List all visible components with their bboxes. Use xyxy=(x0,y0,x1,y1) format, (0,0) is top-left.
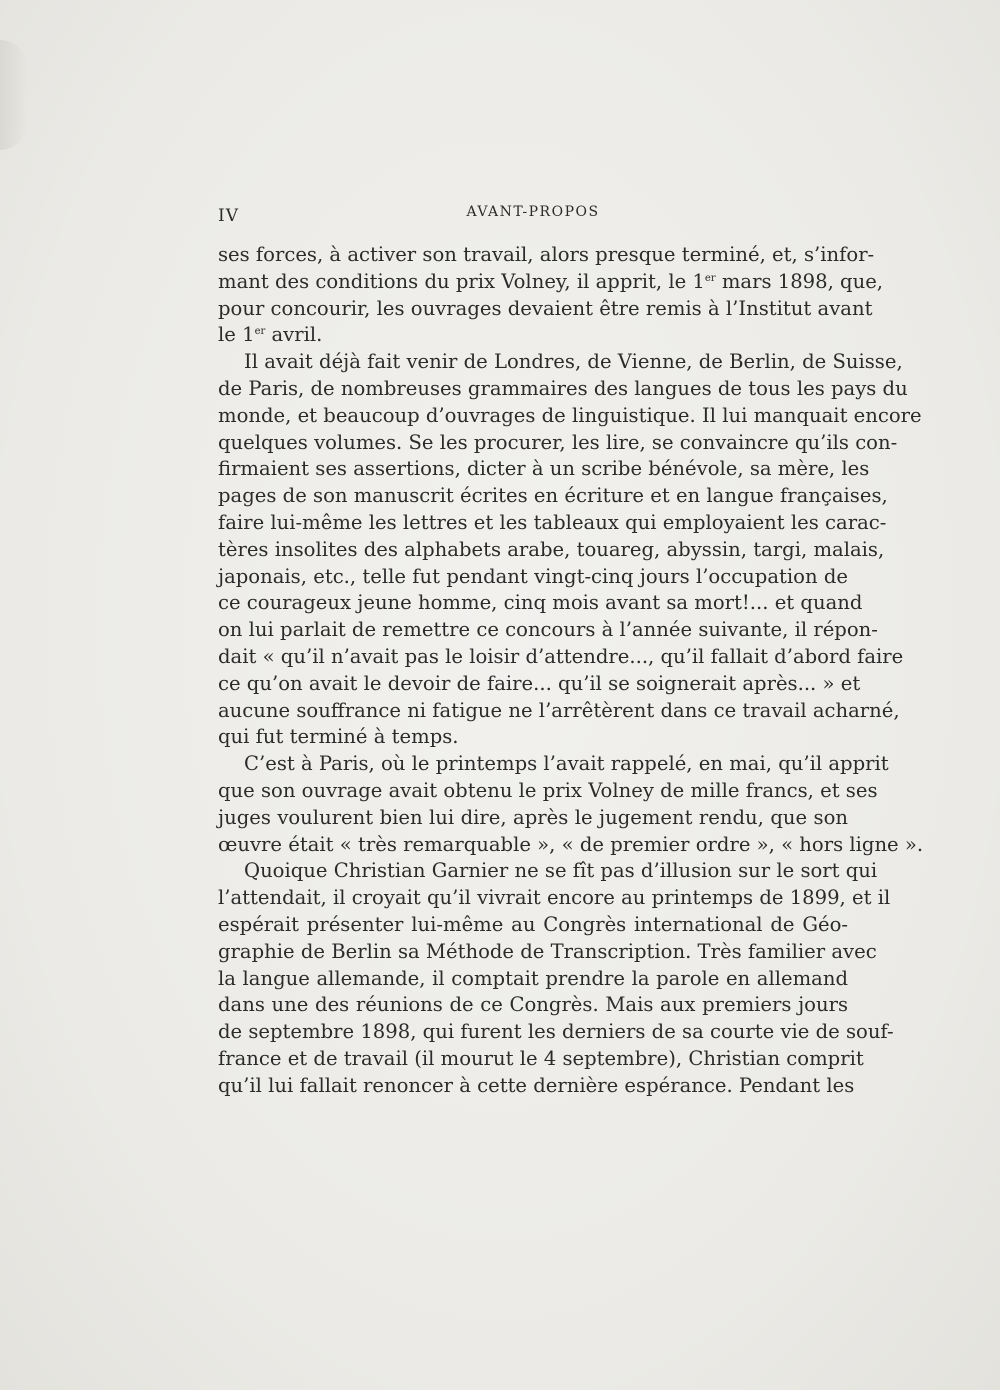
text-line: pages de son manuscrit écrites en écriture et en langue françaises, xyxy=(218,484,888,508)
text-line: dans une des réunions de ce Congrès. Mais aux premiers jours xyxy=(218,993,848,1017)
text-line xyxy=(218,269,884,296)
text-line: faire lui-même les lettres et les tableaux qui employaient les carac- xyxy=(218,510,887,534)
text-line: de Paris, de nombreuses grammaires des langues de tous les pays du xyxy=(218,376,908,400)
text-line: monde, et beaucoup d’ouvrages de linguistique. Il lui manquait encore xyxy=(218,403,922,427)
page-edge-stain xyxy=(0,40,28,150)
text-line: l’attendait, il croyait qu’il vivrait encore au printemps de 1899, et il xyxy=(218,886,891,910)
text-line: on lui parlait de remettre ce concours à l’année suivante, il répon- xyxy=(218,618,878,642)
superscript: er xyxy=(704,272,716,284)
text-line: pour concourir, les ouvrages devaient être remis à l’Institut avant xyxy=(218,296,873,320)
text-line: japonais, etc., telle fut pendant vingt-cinq jours l’occupation de xyxy=(218,564,848,588)
text-line xyxy=(218,322,848,349)
text-line: aucune souffrance ni fatigue ne l’arrêtèrent dans ce travail acharné, xyxy=(218,698,900,722)
text-line: que son ouvrage avait obtenu le prix Volney de mille francs, et ses xyxy=(218,778,878,802)
running-title: AVANT-PROPOS xyxy=(466,204,600,220)
text-line: C’est à Paris, où le printemps l’avait rappelé, en mai, qu’il apprit xyxy=(244,752,889,776)
text-line: graphie de Berlin sa Méthode de Transcription. Très familier avec xyxy=(218,939,877,963)
text-line: qu’il lui fallait renoncer à cette dernière espérance. Pendant les xyxy=(218,1073,855,1097)
text-line: ce qu’on avait le devoir de faire... qu’il se soignerait après... » et xyxy=(218,671,861,695)
body-text xyxy=(218,242,924,1100)
text-line: ce courageux jeune homme, cinq mois avant sa mort!... et quand xyxy=(218,591,863,615)
page-header xyxy=(218,200,848,230)
text-line: Il avait déjà fait venir de Londres, de Vienne, de Berlin, de Suisse, xyxy=(244,350,903,374)
text-line: œuvre était « très remarquable », « de premier ordre », « hors ligne ». xyxy=(218,832,924,856)
text-segment: le 1 xyxy=(218,323,255,347)
text-line: dait « qu’il n’avait pas le loisir d’attendre..., qu’il fallait d’abord faire xyxy=(218,644,904,668)
text-line: la langue allemande, il comptait prendre la parole en allemand xyxy=(218,966,848,990)
text-line: france et de travail (il mourut le 4 septembre), Christian comprit xyxy=(218,1046,864,1070)
text-line: qui fut terminé à temps. xyxy=(218,725,459,749)
superscript: er xyxy=(254,326,266,338)
text-line: juges voulurent bien lui dire, après le jugement rendu, que son xyxy=(218,805,848,829)
page-number: IV xyxy=(218,206,239,226)
text-line: firmaient ses assertions, dicter à un scribe bénévole, sa mère, les xyxy=(218,457,870,481)
text-line: ses forces, à activer son travail, alors presque terminé, et, s’infor- xyxy=(218,243,875,266)
text-line: Quoique Christian Garnier ne se fît pas d’illusion sur le sort qui xyxy=(244,859,878,883)
text-line: de septembre 1898, qui furent les derniers de sa courte vie de souf- xyxy=(218,1020,894,1044)
text-line: espérait présenter lui-même au Congrès international de Géo- xyxy=(218,912,848,936)
text-line: quelques volumes. Se les procurer, les lire, se convaincre qu’ils con- xyxy=(218,430,898,454)
text-segment: mant des conditions du prix Volney, il apprit, le 1 xyxy=(218,269,705,293)
text-line: tères insolites des alphabets arabe, touareg, abyssin, targi, malais, xyxy=(218,537,885,561)
text-segment: avril. xyxy=(265,323,323,347)
text-segment: mars 1898, que, xyxy=(715,269,884,293)
